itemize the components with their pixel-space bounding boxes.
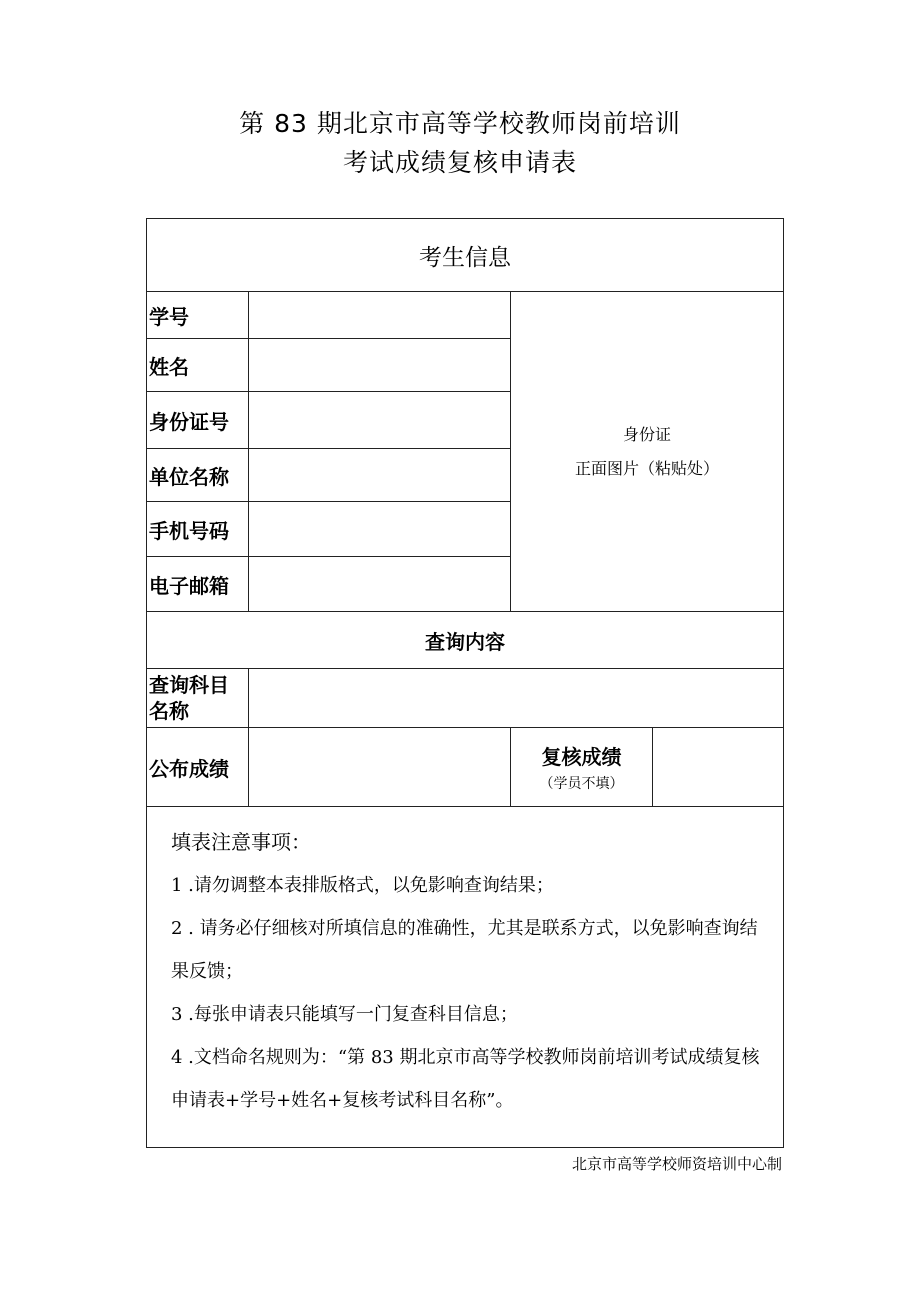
review-score-note: （学员不填） <box>539 776 624 792</box>
review-score-label: 复核成绩 <box>541 745 622 769</box>
field-label-name: 姓名 <box>147 339 249 392</box>
field-label-organization: 单位名称 <box>147 449 249 502</box>
field-label-id-number: 身份证号 <box>147 392 249 449</box>
field-label-email: 电子邮箱 <box>147 557 249 612</box>
field-label-published-score: 公布成绩 <box>147 728 249 807</box>
student-id-field[interactable] <box>249 292 511 339</box>
footer-issuer: 北京市高等学校师资培训中心制 <box>571 1155 782 1173</box>
field-label-query-subject <box>147 669 249 728</box>
id-card-photo-area[interactable] <box>511 292 784 612</box>
query-subject-label-line1: 查询科目 <box>149 673 229 697</box>
notes-section <box>147 807 784 1148</box>
photo-label-line1: 身份证 <box>623 424 672 444</box>
field-label-phone: 手机号码 <box>147 502 249 557</box>
note-item-2: 2 . 请务必仔细核对所填信息的准确性，尤其是联系方式，以免影响查询结果反馈； <box>171 918 758 982</box>
note-item-3: 3 .每张申请表只能填写一门复查科目信息； <box>171 1004 518 1025</box>
note-item-1: 1 .请勿调整本表排版格式，以免影响查询结果； <box>171 875 554 896</box>
query-subject-field[interactable] <box>249 669 784 728</box>
organization-field[interactable] <box>249 449 511 502</box>
published-score-field[interactable] <box>249 728 511 807</box>
notes-heading: 填表注意事项： <box>171 830 311 854</box>
page-subtitle: 考试成绩复核申请表 <box>342 148 577 177</box>
name-field[interactable] <box>249 339 511 392</box>
review-score-field <box>653 728 784 807</box>
query-subject-label-line2: 名称 <box>149 699 189 723</box>
note-item-4: 4 .文档命名规则为：“第 83 期北京市高等学校教师岗前培训考试成绩复核申请表+学号+姓名+复核考试科目名称”。 <box>171 1047 760 1111</box>
page-title: 第 83 期北京市高等学校教师岗前培训 <box>239 109 681 138</box>
section-header-candidate-info: 考生信息 <box>147 219 784 292</box>
application-form <box>146 218 784 1148</box>
section-header-query: 查询内容 <box>147 612 784 669</box>
id-number-field[interactable] <box>249 392 511 449</box>
field-label-student-id: 学号 <box>147 292 249 339</box>
email-field[interactable] <box>249 557 511 612</box>
review-score-label-cell <box>511 728 653 807</box>
photo-label-line2: 正面图片（粘贴处） <box>575 458 720 478</box>
phone-field[interactable] <box>249 502 511 557</box>
